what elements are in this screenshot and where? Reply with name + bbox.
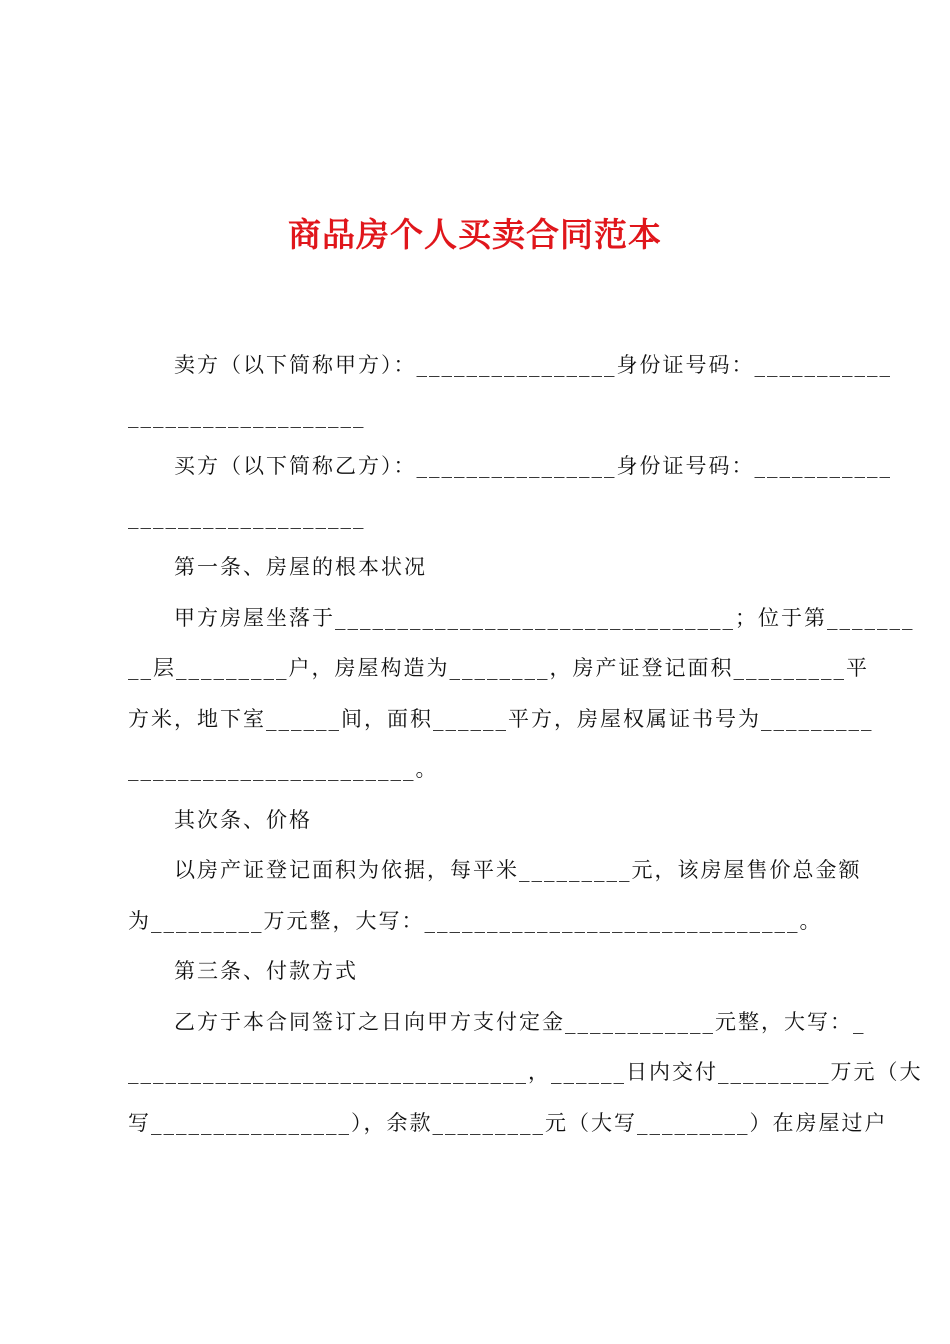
seller-line: 卖方（以下简称甲方）：________________身份证号码：___________ xyxy=(174,353,892,377)
article-2-text: 为_________万元整，大写：______________________________。 xyxy=(128,908,823,933)
buyer-id-continuation: ___________________ xyxy=(128,504,366,529)
article-2-heading: 其次条、价格 xyxy=(174,807,312,832)
article-1-text: 甲方房屋坐落于________________________________；位于第_______ xyxy=(174,605,915,630)
article-2-text: 以房产证登记面积为依据，每平米_________元，该房屋售价总金额 xyxy=(174,858,862,882)
article-3-text: ________________________________，______日内交付_________万元（大 xyxy=(128,1060,923,1084)
article-1-text: 方米，地下室______间，面积______平方，房屋权属证书号为_________ xyxy=(128,706,874,731)
article-3-text: 写________________），余款_________元（大写_________）在房屋过户 xyxy=(128,1110,888,1135)
article-1-text: __层_________户，房屋构造为________，房产证登记面积_________平 xyxy=(128,656,869,680)
buyer-line: 买方（以下简称乙方）：________________身份证号码：___________ xyxy=(174,454,892,478)
article-1-text: _______________________。 xyxy=(128,757,439,781)
document-body xyxy=(128,340,923,1148)
article-3-heading: 第三条、付款方式 xyxy=(174,959,358,983)
document-title: 商品房个人买卖合同范本 xyxy=(288,215,662,254)
article-3-text: 乙方于本合同签订之日向甲方支付定金____________元整，大写：_ xyxy=(174,1009,866,1034)
article-1-heading: 第一条、房屋的根本状况 xyxy=(174,555,427,579)
seller-id-continuation: ___________________ xyxy=(128,403,366,428)
